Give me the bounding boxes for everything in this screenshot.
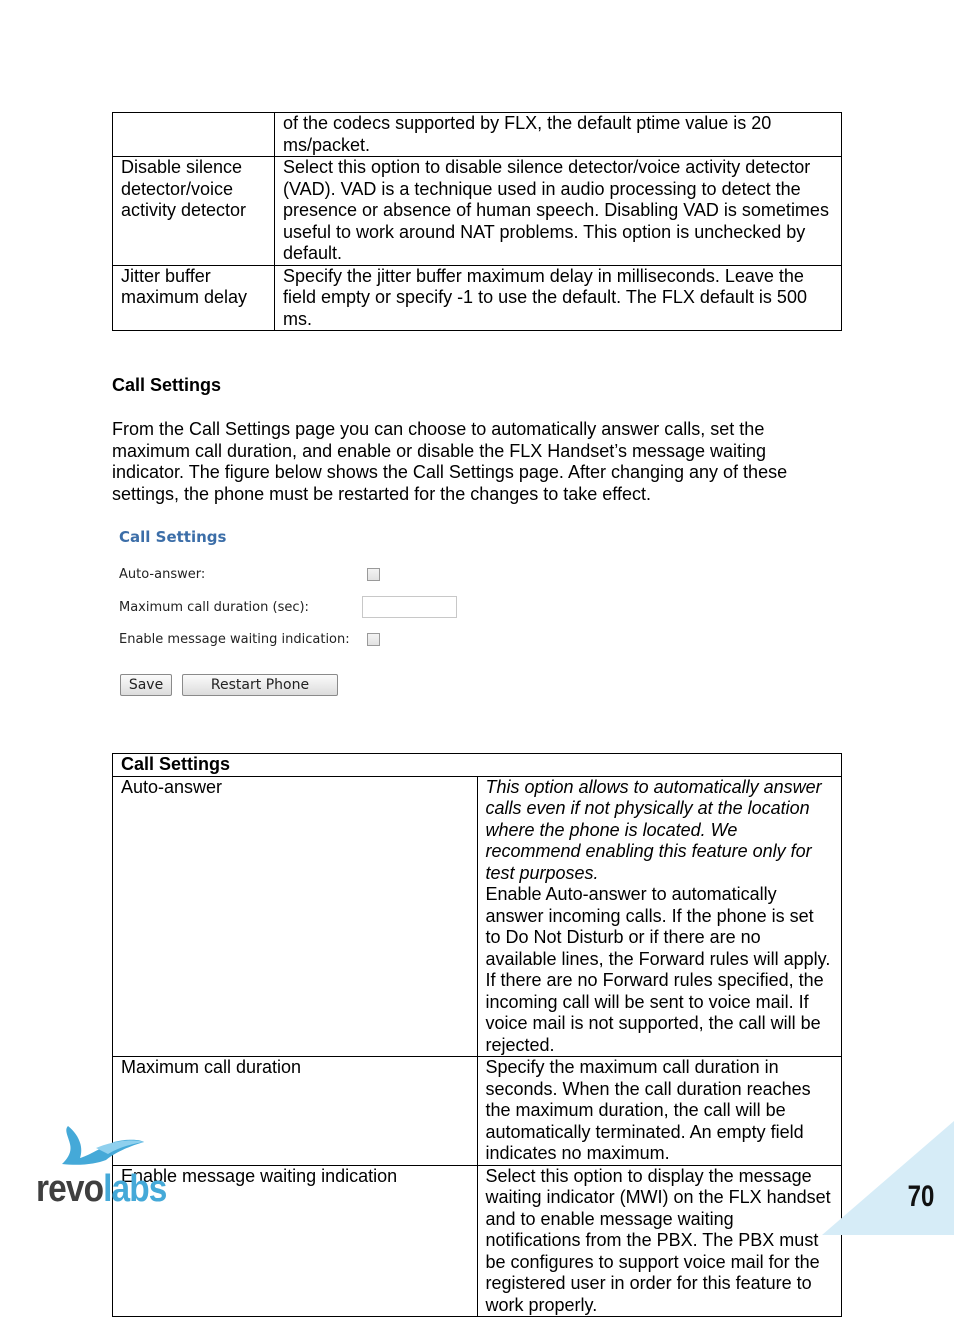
section-heading: Call Settings [112,375,222,395]
table-row [113,113,842,157]
page-number: 70 [907,1180,934,1213]
italic-note: This option allows to automatically answer calls even if not physically at the location where the phone is located. We recommend enabling this feature only for test purposes. [485,776,822,883]
description-cell: Select this option to disable silence detector/voice activity detector (VAD). VAD is a technique used in audio processing to detect the presence or absence of human speech. Disabling VAD is sometimes useful to work around NAT problems. This option is unchecked by default. [275,157,842,266]
term-cell: Auto-answer [113,776,478,1057]
term-cell: Enable message waiting indication [113,1165,478,1317]
table-header-row [113,754,842,777]
auto-answer-checkbox[interactable] [367,568,380,581]
figure-title: Call Settings [119,528,227,546]
table-row [113,157,842,266]
mwi-checkbox[interactable] [367,633,380,646]
table-row [113,1057,842,1166]
logo-revo-text: revo [36,1168,104,1210]
term-cell [113,113,275,157]
table-header: Call Settings [113,754,842,777]
auto-answer-label: Auto-answer: [119,567,206,582]
restart-phone-button[interactable]: Restart Phone [182,674,338,696]
revolabs-logo [36,1168,167,1211]
page-corner-triangle [822,1121,954,1235]
term-cell: Maximum call duration [113,1057,478,1166]
max-duration-input[interactable] [362,596,457,618]
table-row [113,265,842,331]
description-cell: Specify the maximum call duration in seconds. When the call duration reaches the maximum duration, the call will be automatically terminated. An empty field indicates no maximum. [477,1057,842,1166]
description-cell: Specify the jitter buffer maximum delay in milliseconds. Leave the field empty or specify -1 to use the default. The FLX default is 500 ms. [275,265,842,331]
description-cell: of the codecs supported by FLX, the default ptime value is 20 ms/packet. [275,113,842,157]
description-cell: Select this option to display the message waiting indicator (MWI) on the FLX handset and to enable message waiting notifications from the PBX. The PBX must be configures to support voice mail for the registered user in order for this feature to work properly. [477,1165,842,1317]
mwi-label: Enable message waiting indication: [119,632,350,647]
call-settings-figure [112,522,472,707]
table-row [113,776,842,1057]
term-cell: Jitter buffer maximum delay [113,265,275,331]
description-text: Enable Auto-answer to automatically answer incoming calls. If the phone is set to Do Not Disturb or if there are no available lines, the Forward rules will apply. If there are no Forward rules specified, the incoming call will be sent to voice mail. If voice mail is not supported, the call will be rejected. [485,884,831,1055]
call-settings-table [112,753,842,1317]
intro-paragraph: From the Call Settings page you can choose to automatically answer calls, set the maximum call duration, and enable or disable the FLX Handset’s message waiting indicator. The figure below shows the Call Settings page. After changing any of these settings, the phone must be restarted for the changes to take effect. [112,419,788,504]
max-duration-label: Maximum call duration (sec): [119,600,309,615]
term-cell: Disable silence detector/voice activity detector [113,157,275,266]
logo-labs-text: labs [103,1168,167,1210]
table-row [113,1165,842,1317]
description-cell [477,776,842,1057]
save-button[interactable]: Save [120,674,172,696]
settings-table-continued [112,112,842,331]
